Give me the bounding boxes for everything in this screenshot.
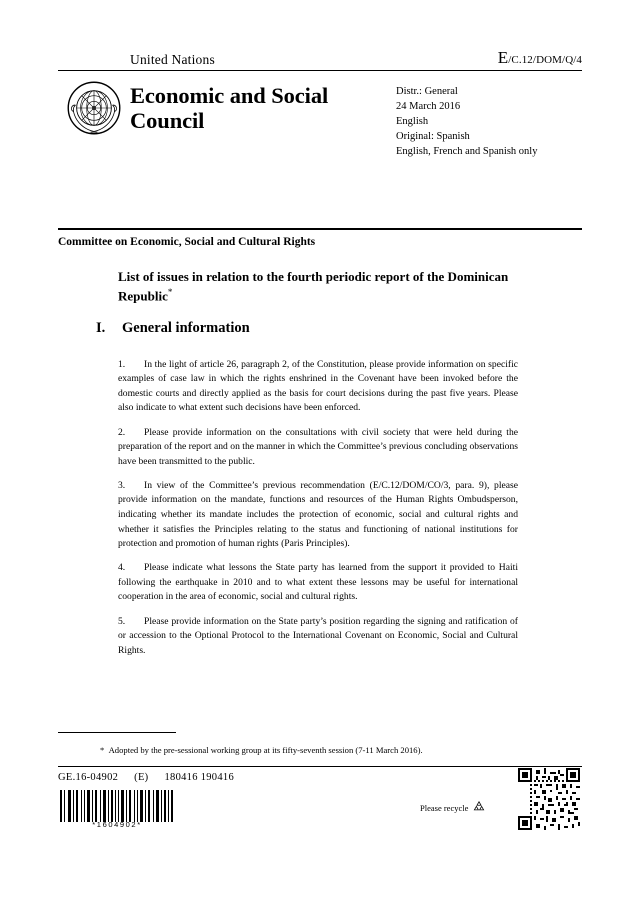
- distribution-block: [396, 78, 582, 160]
- header-divider: [58, 228, 582, 230]
- section-heading: [96, 320, 536, 337]
- document-symbol: [498, 48, 582, 68]
- document-symbol-prefix: E: [497, 48, 509, 67]
- job-number-line: [58, 772, 234, 783]
- barcode: [58, 790, 176, 822]
- recycle-notice: [420, 800, 486, 816]
- paragraph-text: In view of the Committee’s previous recommendation (E/C.12/DOM/CO/3, para. 9), please provide information on the mandate, functions and resources of the Human Rights Ombudsperson, indicating whether its mandate includes the protection of economic, social and cultural rights and whether it satisfies the Principles relating to the status and functioning of national institutions for protection and promotion of human rights (Paris Principles).: [118, 479, 518, 550]
- document-header: [58, 48, 582, 160]
- footnote: [100, 744, 540, 756]
- distribution-languages-only: English, French and Spanish only: [396, 145, 538, 157]
- barcode-text: *1604902*: [92, 820, 142, 829]
- distribution-line: Distr.: General: [396, 86, 458, 97]
- distribution-language: English: [396, 115, 429, 127]
- recycle-icon: [472, 800, 486, 816]
- paragraph-number: 2.: [118, 426, 126, 438]
- recycle-label: Please recycle: [420, 803, 469, 813]
- organization-line: United Nations: [130, 52, 215, 67]
- job-number: GE.16-04902: [58, 772, 119, 783]
- paragraph-number: 4.: [118, 562, 126, 574]
- distribution-original: Original: Spanish: [396, 130, 470, 142]
- paragraph-list: [118, 348, 518, 667]
- paragraph: [118, 479, 518, 552]
- footnote-text: Adopted by the pre-sessional working group at its fifty-seventh session (7-11 March 2016).: [108, 745, 423, 755]
- page-title-text: List of issues in relation to the fourth periodic report of the Dominican Republic: [118, 269, 509, 303]
- footnote-marker: *: [100, 745, 105, 755]
- page-title: [118, 268, 518, 304]
- document-symbol-suffix: /C.12/DOM/Q/4: [508, 54, 582, 66]
- paragraph-text: In the light of article 26, paragraph 2, of the Constitution, please provide information on specific examples of case law in which the rights enshrined in the Covenant have been invoked before the domestic courts and directly applied as the basis for court decisions during the past five years. Please also indicate to what extent such decisions have been enforced.: [118, 358, 518, 414]
- paragraph-text: Please provide information on the State party’s position regarding the signing and ratification of or accession to the Optional Protocol to the International Covenant on Economic, Social and Cultural Rights.: [118, 615, 518, 656]
- paragraph-number: 3.: [118, 479, 126, 491]
- paragraph: [118, 615, 518, 659]
- language-code: (E): [134, 772, 149, 783]
- paragraph-text: Please indicate what lessons the State party has learned from the support it provided to Haiti following the earthquake in 2010 and to what extent these lessons may be useful for international cooperation in the area of economic, social and cultural rights.: [118, 562, 518, 603]
- paragraph: [118, 426, 518, 470]
- paragraph-number: 5.: [118, 615, 126, 627]
- council-title: Economic and Social Council: [130, 83, 329, 133]
- header-main-row: [58, 78, 582, 160]
- paragraph: [118, 358, 518, 416]
- committee-name: Committee on Economic, Social and Cultural Rights: [58, 236, 316, 248]
- qr-code: [518, 768, 580, 830]
- page-title-footnote-marker: *: [167, 286, 173, 297]
- distribution-date: 24 March 2016: [396, 100, 461, 112]
- footer-divider: [58, 766, 582, 767]
- footnote-divider: [58, 732, 176, 733]
- paragraph: [118, 561, 518, 605]
- paragraph-text: Please provide information on the consultations with civil society that were held during the preparation of the report and on the manner in which the Committee’s previous concluding observations have been transmitted to the public.: [118, 426, 518, 467]
- section-title: General information: [122, 320, 250, 336]
- header-top-row: [58, 48, 582, 71]
- date-codes: 180416 190416: [164, 772, 235, 783]
- section-number: I.: [96, 320, 106, 336]
- un-emblem: [58, 78, 130, 136]
- paragraph-number: 1.: [118, 358, 126, 370]
